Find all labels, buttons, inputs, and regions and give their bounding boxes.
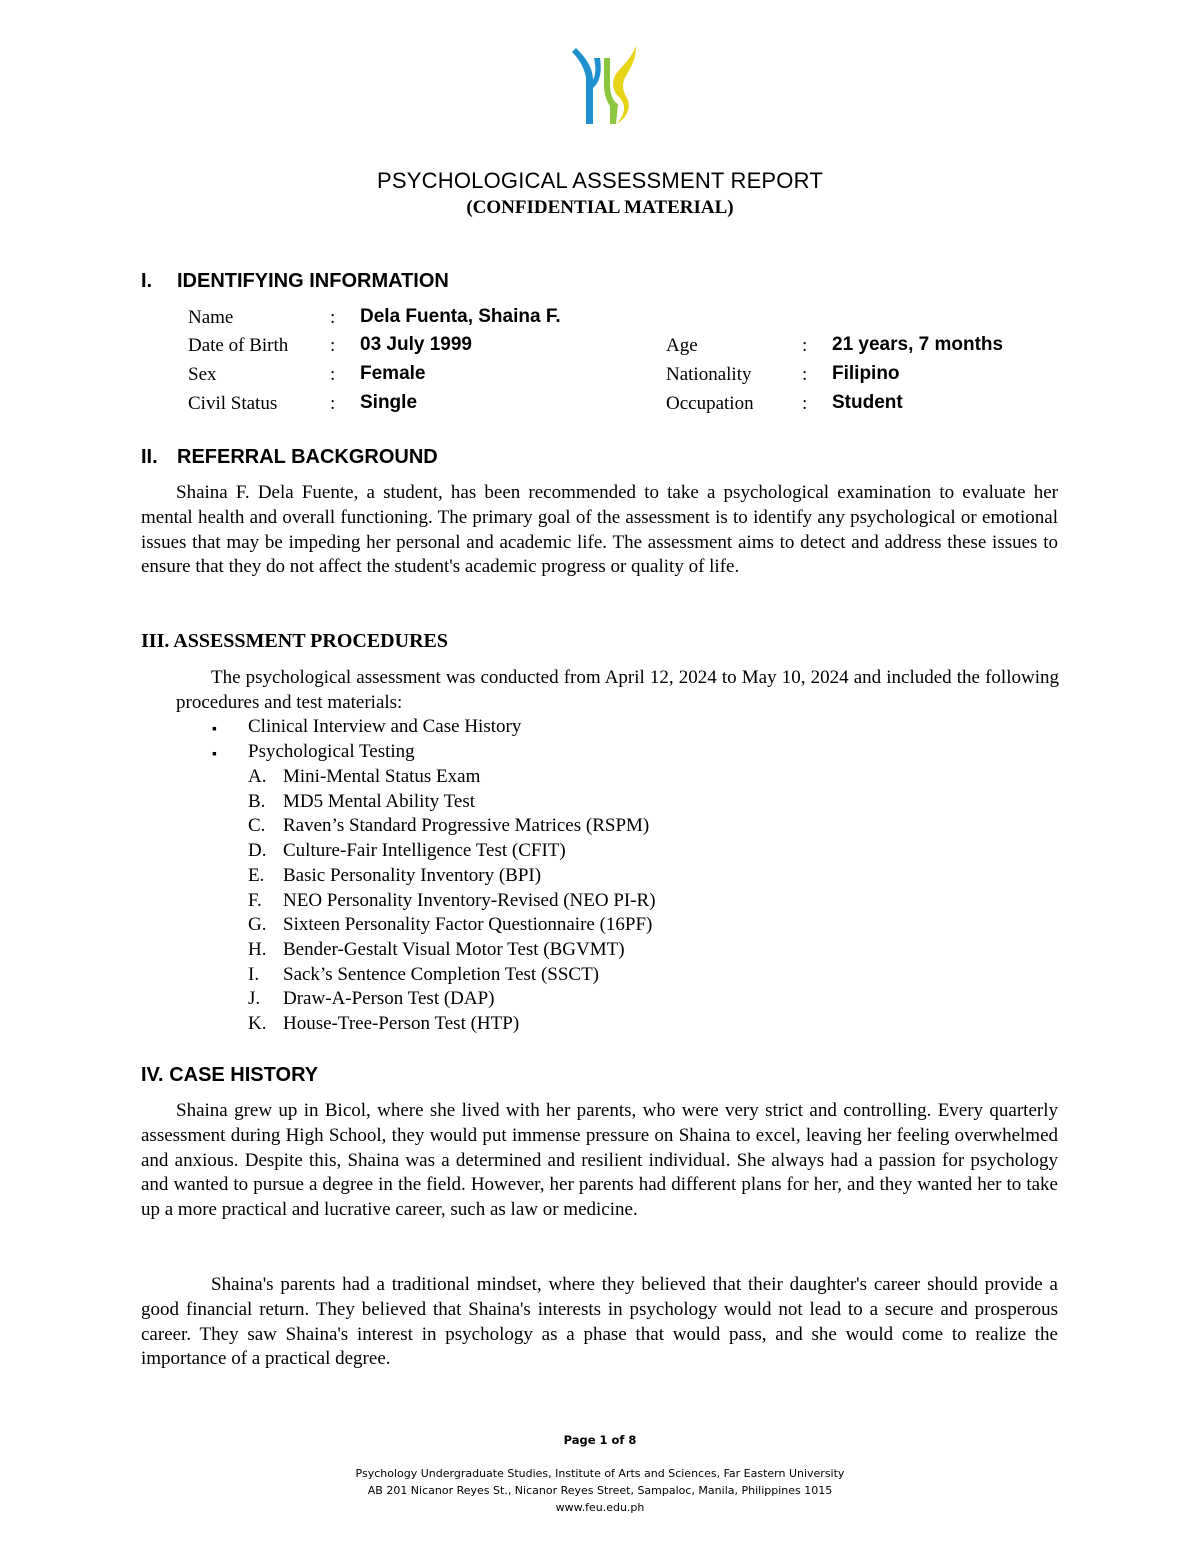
footer-website: www.feu.edu.ph (555, 1501, 645, 1514)
list-item-text: Clinical Interview and Case History (248, 716, 522, 737)
test-list-item (248, 913, 652, 938)
bullet-icon: ▪ (212, 722, 217, 737)
test-list-marker: A. (248, 766, 267, 787)
field-value-civil-status: Single (360, 392, 418, 413)
test-list-marker: D. (248, 840, 267, 862)
case-history-paragraph-1: Shaina grew up in Bicol, where she lived with her parents, who were very strict and controlling. Every quarterly assessment during High School, they would put immense pressure on Shaina to excel, leaving her feeling overwhelmed and anxious. Despite this, Shaina was a determined and resilient individual. She always had a passion for psychology and wanted to pursue a degree in the field. However, her parents had different plans for her, and they wanted her to take up a more practical and lucrative career, such as law or medicine. (141, 1100, 1058, 1221)
field-label-dob: Date of Birth (188, 335, 289, 356)
test-list-marker: F. (248, 889, 262, 911)
bullet-icon: ▪ (212, 747, 217, 762)
section-number: I. (141, 270, 153, 292)
field-value-sex: Female (360, 363, 426, 384)
section-title: CASE HISTORY (169, 1064, 319, 1086)
test-list-name: House-Tree-Person Test (HTP) (283, 1013, 520, 1034)
report-subtitle: (CONFIDENTIAL MATERIAL) (466, 197, 734, 218)
section-heading-identifying (141, 270, 449, 293)
test-list-marker: G. (248, 914, 267, 936)
test-list-item (248, 987, 495, 1012)
test-list-item (248, 889, 656, 914)
test-list-item (248, 963, 599, 988)
section-title: IDENTIFYING INFORMATION (177, 270, 449, 292)
list-item (212, 715, 521, 740)
field-separator: : (330, 364, 336, 385)
section-number: II. (141, 446, 158, 468)
procedures-intro: The psychological assessment was conducted from April 12, 2024 to May 10, 2024 and included the following procedures and test materials: (176, 667, 1059, 713)
list-item-text: Psychological Testing (248, 741, 415, 762)
test-list-item (248, 839, 566, 864)
list-item (212, 740, 415, 765)
section-title: REFERRAL BACKGROUND (177, 446, 438, 468)
test-list-item (248, 790, 475, 815)
field-value-age: 21 years, 7 months (832, 334, 1004, 355)
field-label-occupation: Occupation (666, 393, 754, 414)
test-list-marker: K. (248, 1013, 267, 1034)
test-list-name: Draw-A-Person Test (DAP) (283, 988, 495, 1010)
test-list-item (248, 864, 541, 889)
test-list-name: Culture-Fair Intelligence Test (CFIT) (283, 840, 566, 862)
report-title: PSYCHOLOGICAL ASSESSMENT REPORT (377, 168, 823, 193)
test-list-marker: I. (248, 963, 260, 985)
test-list-marker: E. (248, 864, 265, 886)
field-label-name: Name (188, 307, 234, 328)
field-label-sex: Sex (188, 364, 217, 385)
field-value-nationality: Filipino (832, 363, 900, 384)
field-separator: : (802, 335, 808, 356)
test-list-item (248, 814, 649, 839)
test-list-name: Sack’s Sentence Completion Test (SSCT) (283, 963, 600, 985)
referral-paragraph: Shaina F. Dela Fuente, a student, has been recommended to take a psychological examination to evaluate her mental health and overall functioning. The primary goal of the assessment is to identify any psychological or emotional issues that may be impeding her personal and academic life. The assessment aims to detect and address these issues to ensure that they do not affect the student's academic progress or quality of life. (141, 482, 1058, 578)
section-heading-case-history (141, 1064, 318, 1087)
test-list-marker: J. (248, 988, 261, 1010)
test-list-name: MD5 Mental Ability Test (283, 790, 476, 812)
field-label-civil-status: Civil Status (188, 393, 278, 414)
footer-institution: Psychology Undergraduate Studies, Institute of Arts and Sciences, Far Eastern University (355, 1467, 845, 1480)
test-list-name: Raven’s Standard Progressive Matrices (RSPM) (283, 815, 650, 837)
field-value-name: Dela Fuenta, Shaina F. (360, 306, 561, 327)
test-list-name: Basic Personality Inventory (BPI) (283, 864, 542, 886)
test-list-marker: H. (248, 938, 267, 960)
test-list-marker: C. (248, 815, 266, 837)
case-history-paragraph-2: Shaina's parents had a traditional mindset, where they believed that their daughter's career should provide a good financial return. They believed that Shaina's interests in psychology would not lead to a secure and prosperous career. They saw Shaina's interest in psychology as a phase that would pass, and she would come to realize the importance of a practical degree. (141, 1274, 1058, 1370)
field-separator: : (330, 335, 336, 356)
field-value-dob: 03 July 1999 (360, 334, 472, 355)
section-heading-procedures (141, 630, 448, 653)
field-value-occupation: Student (832, 392, 903, 413)
section-title: ASSESSMENT PROCEDURES (173, 630, 448, 652)
test-list-item (248, 765, 480, 790)
footer-address: AB 201 Nicanor Reyes St., Nicanor Reyes Street, Sampaloc, Manila, Philippines 1015 (367, 1484, 833, 1497)
test-list-name: NEO Personality Inventory-Revised (NEO PI-R) (283, 889, 656, 911)
test-list-item (248, 938, 625, 963)
test-list-marker: B. (248, 790, 266, 812)
section-number: IV. (141, 1064, 164, 1086)
section-heading-referral (141, 446, 438, 469)
field-separator: : (330, 393, 336, 414)
test-list-name: Bender-Gestalt Visual Motor Test (BGVMT) (283, 938, 625, 960)
university-logo-icon (566, 44, 642, 128)
test-list-name: Sixteen Personality Factor Questionnaire (16PF) (283, 914, 653, 936)
test-list-name: Mini-Mental Status Exam (283, 766, 481, 787)
field-label-nationality: Nationality (666, 364, 752, 385)
field-separator: : (330, 307, 336, 328)
field-separator: : (802, 364, 808, 385)
test-list-item (248, 1012, 519, 1037)
field-separator: : (802, 393, 808, 414)
page-number: Page 1 of 8 (563, 1433, 637, 1447)
section-number: III. (141, 630, 170, 652)
field-label-age: Age (666, 335, 698, 356)
